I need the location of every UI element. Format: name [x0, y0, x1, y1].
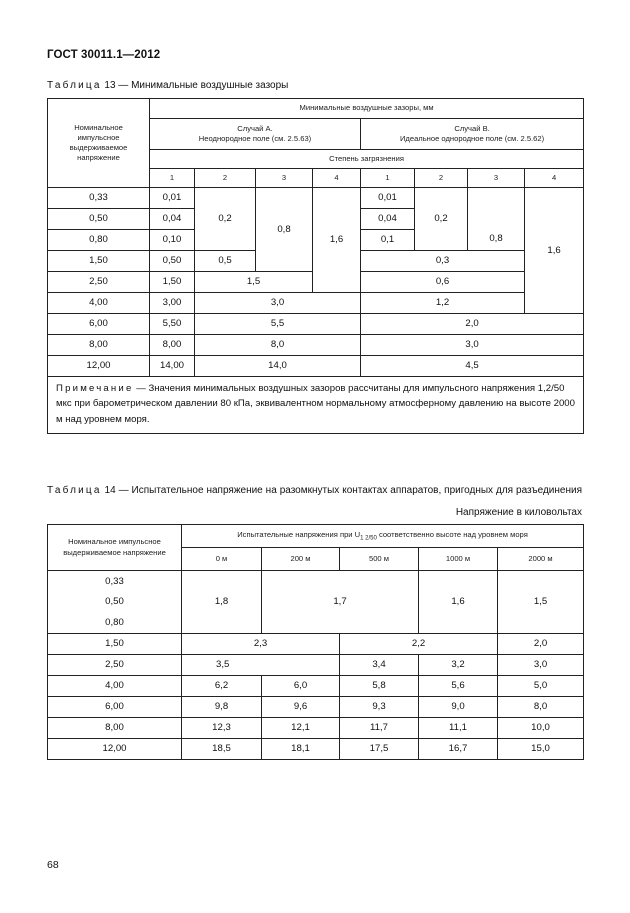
t13-cell: 0,50	[150, 251, 195, 272]
t13-cell: 0,5	[195, 251, 256, 272]
t14-cell: 5,8	[340, 676, 419, 697]
table13-caption-num: 13	[104, 80, 116, 91]
t13-cell: 2,0	[361, 314, 584, 335]
table14	[47, 524, 584, 760]
table14-caption-title: — Испытательное напряжение на разомкнутых контактах аппаратов, пригодных для разъединения	[118, 485, 582, 496]
t14-voltage: 2,50	[48, 655, 182, 676]
t14-cell: 2,0	[498, 634, 584, 655]
table13-caption-word: Таблица	[47, 80, 102, 91]
t13-cell: 1,2	[361, 293, 525, 314]
t13-group-header: Минимальные воздушные зазоры, мм	[150, 99, 584, 119]
t13-caseB-title: Случай В.	[454, 123, 490, 133]
t13-cell: 0,3	[361, 251, 525, 272]
standard-header: ГОСТ 30011.1—2012	[47, 49, 161, 61]
t14-voltage: 8,00	[48, 718, 182, 739]
t13-degree: 2	[415, 169, 468, 188]
t13-cell: 0,6	[361, 272, 525, 293]
t13-cell: 0,8	[256, 188, 313, 272]
t14-voltage: 0,33	[48, 571, 182, 592]
t13-cell: 0,01	[150, 188, 195, 209]
t13-voltage: 2,50	[48, 272, 150, 293]
t13-degree: 3	[256, 169, 313, 188]
t13-cell: 1,6	[313, 188, 361, 293]
table14-unit-note: Напряжение в киловольтах	[455, 507, 582, 518]
t13-degree: 4	[313, 169, 361, 188]
t14-voltage: 12,00	[48, 739, 182, 760]
t14-voltage: 0,50	[48, 592, 182, 613]
t14-col0-header: Номинальное импульсное выдерживаемое напряжение	[48, 525, 182, 571]
t14-altitude: 200 м	[262, 548, 340, 571]
t14-cell: 11,7	[340, 718, 419, 739]
t14-cell: 1,6	[419, 571, 498, 634]
t14-cell: 6,2	[182, 676, 262, 697]
t13-cell: 0,2	[415, 188, 468, 251]
t13-voltage: 1,50	[48, 251, 150, 272]
t13-voltage: 12,00	[48, 356, 150, 377]
t13-cell: 14,00	[150, 356, 195, 377]
t13-voltage: 0,50	[48, 209, 150, 230]
t13-degree: 2	[195, 169, 256, 188]
t13-cell: 8,00	[150, 335, 195, 356]
t14-altitude: 1000 м	[419, 548, 498, 571]
t14-cell: 1,7	[262, 571, 419, 634]
t14-cell: 1,5	[498, 571, 584, 634]
t13-cell: 5,50	[150, 314, 195, 335]
t13-cell: 0,8	[468, 188, 525, 251]
t13-voltage: 8,00	[48, 335, 150, 356]
t13-cell: 4,5	[361, 356, 584, 377]
t13-caseA-subtitle: Неоднородное поле (см. 2.5.63)	[198, 134, 312, 143]
t14-cell: 3,2	[419, 655, 498, 676]
t14-group-header	[182, 525, 584, 548]
t13-caseB-header	[361, 119, 584, 150]
t13-cell: 0,1	[361, 230, 415, 251]
t13-voltage: 4,00	[48, 293, 150, 314]
t14-cell: 9,3	[340, 697, 419, 718]
t13-cell: 3,00	[150, 293, 195, 314]
t14-altitude: 2000 м	[498, 548, 584, 571]
t13-degree-header: Степень загрязнения	[150, 150, 584, 169]
t14-cell: 16,7	[419, 739, 498, 760]
t13-note-label: Примечание	[56, 383, 134, 394]
t14-cell: 17,5	[340, 739, 419, 760]
t14-voltage: 6,00	[48, 697, 182, 718]
table14-caption-word: Таблица	[47, 485, 102, 496]
t13-cell: 0,01	[361, 188, 415, 209]
t14-voltage: 4,00	[48, 676, 182, 697]
t13-note	[48, 377, 584, 434]
t13-cell: 1,50	[150, 272, 195, 293]
t14-cell: 5,6	[419, 676, 498, 697]
t14-cell: 2,3	[182, 634, 340, 655]
t14-altitude: 0 м	[182, 548, 262, 571]
table13	[47, 98, 584, 434]
t14-voltage: 1,50	[48, 634, 182, 655]
t14-cell: 9,6	[262, 697, 340, 718]
t14-cell: 3,0	[498, 655, 584, 676]
t13-cell: 3,0	[361, 335, 584, 356]
t13-col0-header: Номинальное импульсное выдерживаемое напряжение	[48, 99, 150, 188]
t14-cell: 5,0	[498, 676, 584, 697]
t13-caseB-subtitle: Идеальное однородное поле (см. 2.5.62)	[399, 134, 545, 143]
t13-voltage: 6,00	[48, 314, 150, 335]
t13-cell: 0,2	[195, 188, 256, 251]
t13-cell: 14,0	[195, 356, 361, 377]
t13-cell: 3,0	[195, 293, 361, 314]
t13-voltage: 0,80	[48, 230, 150, 251]
t14-cell: 9,8	[182, 697, 262, 718]
t14-cell: 10,0	[498, 718, 584, 739]
t14-cell: 8,0	[498, 697, 584, 718]
t14-group-header-post: соответственно высоте над уровнем моря	[376, 529, 528, 539]
t13-degree: 4	[525, 169, 584, 188]
t14-cell: 15,0	[498, 739, 584, 760]
t14-cell: 6,0	[262, 676, 340, 697]
t14-cell: 3,5	[182, 655, 340, 676]
t13-cell: 0,04	[361, 209, 415, 230]
t14-cell: 1,8	[182, 571, 262, 634]
t13-degree: 3	[468, 169, 525, 188]
t14-voltage: 0,80	[48, 613, 182, 634]
t13-degree: 1	[150, 169, 195, 188]
t14-cell: 3,4	[340, 655, 419, 676]
t14-group-header-pre: Испытательные напряжения при U	[237, 529, 361, 539]
table14-caption-num: 14	[104, 485, 116, 496]
t13-cell: 8,0	[195, 335, 361, 356]
t14-cell: 12,1	[262, 718, 340, 739]
t14-cell: 18,1	[262, 739, 340, 760]
t14-cell: 11,1	[419, 718, 498, 739]
t13-caseA-title: Случай А.	[237, 123, 273, 133]
t14-altitude: 500 м	[340, 548, 419, 571]
t13-cell: 0,10	[150, 230, 195, 251]
t13-note-text: — Значения минимальных воздушных зазоров рассчитаны для импульсного напряжения 1,2/50 мкс при барометрическом давлении 80 кПа, эквивалентном нормальному атмосферному давлению на высоте 2000 м над уровнем моря.	[56, 383, 575, 425]
t14-group-header-sub: 1 2/50	[360, 535, 377, 542]
page-number: 68	[47, 859, 59, 871]
table13-caption-title: — Минимальные воздушные зазоры	[118, 80, 289, 91]
table13-caption	[47, 80, 288, 91]
t14-cell: 12,3	[182, 718, 262, 739]
t13-voltage: 0,33	[48, 188, 150, 209]
t14-cell: 18,5	[182, 739, 262, 760]
t14-cell: 9,0	[419, 697, 498, 718]
t13-caseA-header	[150, 119, 361, 150]
t13-cell: 1,6	[525, 188, 584, 314]
t14-cell: 2,2	[340, 634, 498, 655]
t13-cell: 1,5	[195, 272, 313, 293]
t13-cell: 0,04	[150, 209, 195, 230]
t13-cell: 5,5	[195, 314, 361, 335]
t13-degree: 1	[361, 169, 415, 188]
